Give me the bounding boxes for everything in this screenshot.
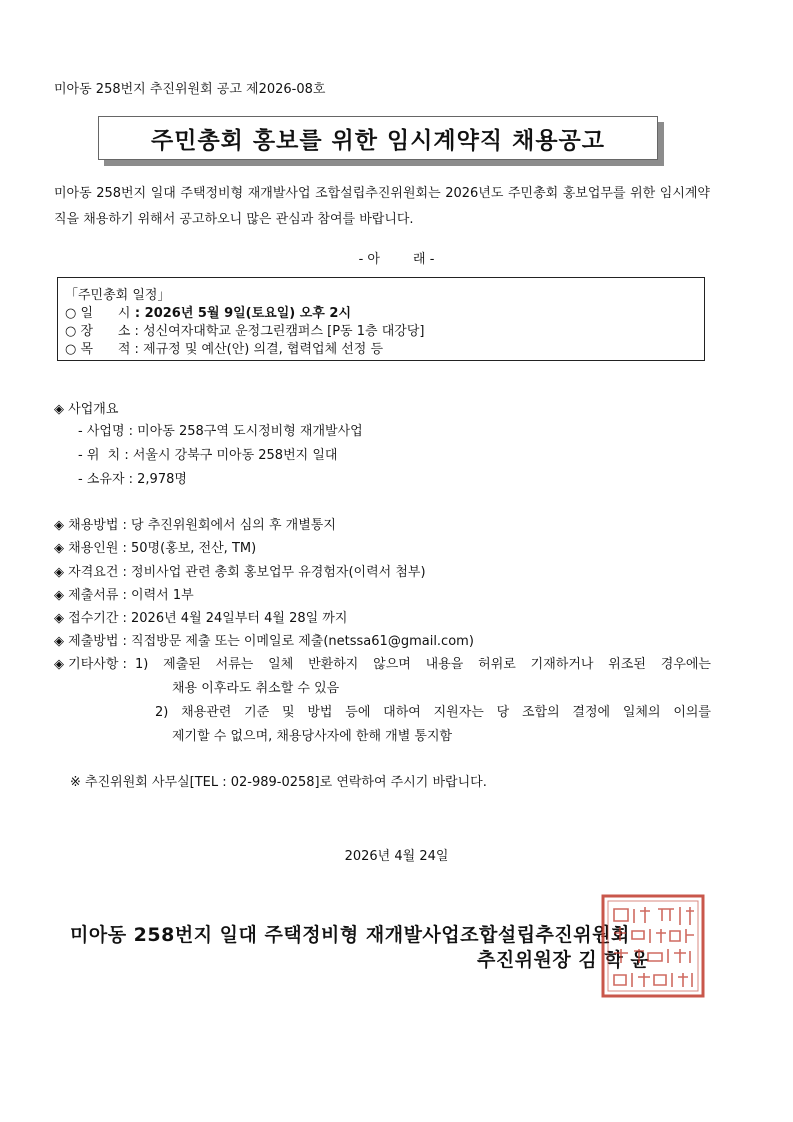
- overview-title: 사업개요: [68, 402, 119, 417]
- overview-heading: [54, 398, 118, 417]
- notice-number: 미아동 258번지 추진위원회 공고 제2026-08호: [54, 82, 326, 97]
- detail-period: [54, 607, 347, 626]
- detail-text: 채용방법 : 당 추진위원회에서 심의 후 개별통지: [68, 518, 336, 533]
- schedule-sep: :: [130, 324, 144, 339]
- title-box: [98, 116, 658, 160]
- etc-label: 기타사항 :: [68, 657, 127, 672]
- intro-paragraph: 미아동 258번지 일대 주택정비형 재개발사업 조합설립추진위원회는 2026년도 주민총회 홍보업무를 위한 임시계약직을 채용하기 위해서 공고하오니 많은 관심과 참여를 바랍니다.: [54, 186, 710, 227]
- etc-item2-line1: 2) 채용관련 기준 및 방법 등에 대하여 지원자는 당 조합의 결정에 일체의 이의를: [155, 705, 711, 720]
- etc-item2-line2: 제기할 수 없으며, 채용당사자에 한해 개별 통지함: [172, 729, 453, 744]
- organization-name: 미아동 258번지 일대 주택정비형 재개발사업조합설립추진위원회: [70, 924, 630, 946]
- diamond-bullet-icon: ◈: [54, 402, 64, 417]
- diamond-bullet-icon: ◈: [54, 611, 64, 626]
- circle-bullet: ○: [65, 306, 77, 321]
- detail-text: 제출서류 : 이력서 1부: [68, 588, 194, 603]
- schedule-row-datetime: [65, 305, 704, 323]
- overview-item-owners: - 소유자 : 2,978명: [78, 472, 187, 487]
- circle-bullet: ○: [65, 324, 77, 339]
- overview-item-location: - 위 치 : 서울시 강북구 미아동 258번지 일대: [78, 448, 338, 463]
- contact-note: ※ 추진위원회 사무실[TEL : 02-989-0258]로 연락하여 주시기 바랍니다.: [70, 775, 487, 790]
- detail-hiring-method: [54, 514, 336, 533]
- diamond-bullet-icon: ◈: [54, 541, 64, 556]
- diamond-bullet-icon: ◈: [54, 634, 64, 649]
- etc-item1-line2: 채용 이후라도 취소할 수 있음: [172, 681, 340, 696]
- chairperson-name: 추진위원장 김 학 윤: [477, 949, 650, 971]
- below-label: - 아 래 -: [358, 252, 435, 267]
- title-banner: [98, 116, 664, 166]
- schedule-label: 목 적: [80, 342, 131, 357]
- detail-documents: [54, 584, 194, 603]
- diamond-bullet-icon: ◈: [54, 565, 64, 580]
- detail-submission: [54, 630, 474, 649]
- schedule-sep: :: [130, 342, 144, 357]
- diamond-bullet-icon: ◈: [54, 518, 64, 533]
- schedule-value: 제규정 및 예산(안) 의결, 협력업체 선정 등: [143, 342, 384, 357]
- detail-headcount: [54, 537, 256, 556]
- schedule-label: 일 시: [80, 306, 131, 321]
- issue-date: 2026년 4월 24일: [344, 849, 449, 864]
- detail-text: 자격요건 : 정비사업 관련 총회 홍보업무 유경험자(이력서 첨부): [68, 565, 426, 580]
- detail-qualification: [54, 561, 426, 580]
- etc-item1-line1: 1) 제출된 서류는 일체 반환하지 않으며 내용을 허위로 기재하거나 위조된 경우에는: [135, 657, 711, 672]
- schedule-heading: 「주민총회 일정」: [65, 288, 171, 303]
- diamond-bullet-icon: ◈: [54, 588, 64, 603]
- schedule-label: 장 소: [80, 324, 131, 339]
- circle-bullet: ○: [65, 342, 77, 357]
- detail-text: 채용인원 : 50명(홍보, 전산, TM): [68, 541, 257, 556]
- schedule-value: 2026년 5월 9일(토요일) 오후 2시: [144, 306, 351, 321]
- etc-heading: [54, 653, 127, 672]
- schedule-sep: :: [130, 306, 145, 321]
- document-title: 주민총회 홍보를 위한 임시계약직 채용공고: [151, 127, 605, 154]
- schedule-row-purpose: [65, 341, 704, 359]
- diamond-bullet-icon: ◈: [54, 657, 64, 672]
- official-seal: [600, 893, 706, 999]
- overview-item-name: - 사업명 : 미아동 258구역 도시정비형 재개발사업: [78, 424, 363, 439]
- schedule-row-place: [65, 323, 704, 341]
- detail-text: 제출방법 : 직접방문 제출 또는 이메일로 제출(netssa61@gmail.com): [68, 634, 474, 649]
- schedule-box: [57, 277, 705, 361]
- detail-text: 접수기간 : 2026년 4월 24일부터 4월 28일 까지: [68, 611, 348, 626]
- schedule-value: 성신여자대학교 운정그린캠퍼스 [P동 1층 대강당]: [143, 324, 425, 339]
